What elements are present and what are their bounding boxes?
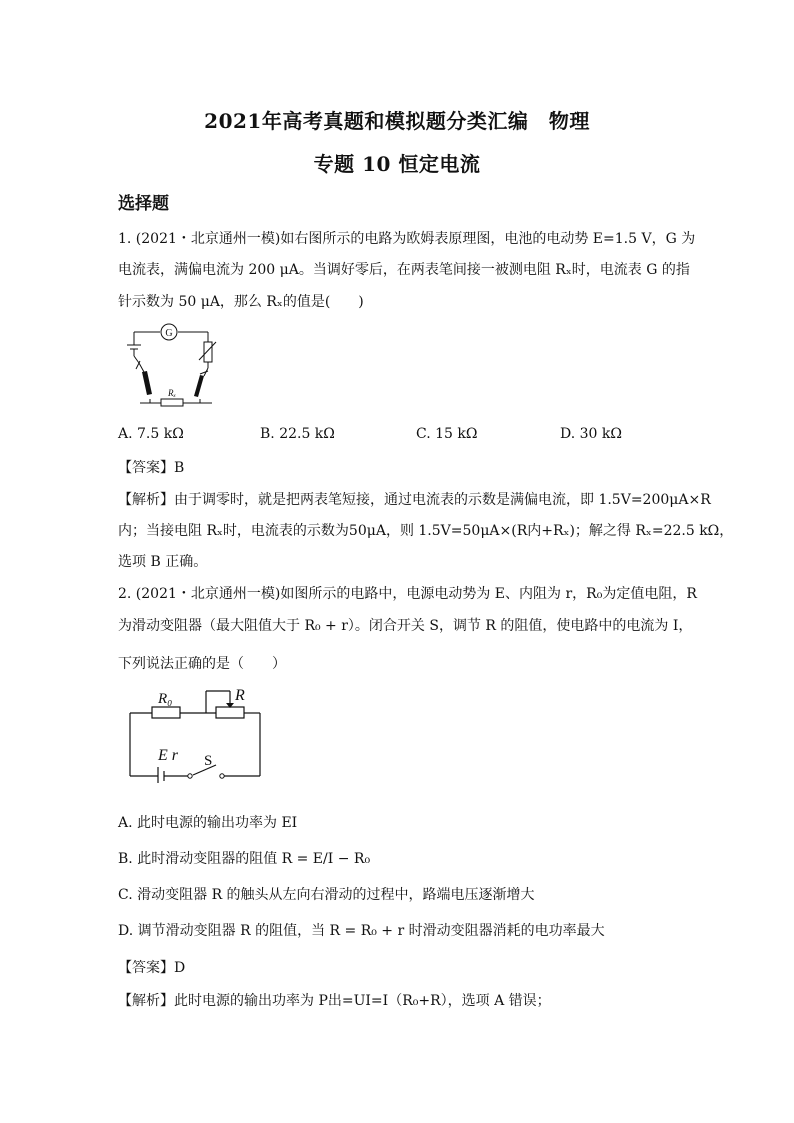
switch-label: S <box>204 753 213 769</box>
document-subtitle: 专题 10 恒定电流 <box>313 152 481 176</box>
q2-circuit-diagram <box>118 683 266 783</box>
q1-line-2: 电流表，满偏电流为 200 μA。当调好零后，在两表笔间接一被测电阻 Rₓ时，电流表 G 的指 <box>118 262 690 278</box>
r-label: R <box>235 687 245 704</box>
rx-label: Rₓ <box>167 388 177 398</box>
q2-option-d: D. 调节滑动变阻器 R 的阻值，当 R = R₀ + r 时滑动变阻器消耗的电功率最大 <box>118 923 605 939</box>
q1-analysis-line-3: 选项 B 正确。 <box>118 554 208 570</box>
galvanometer-label: G <box>165 328 173 339</box>
q1-option-b: B. 22.5 kΩ <box>260 426 335 442</box>
r0-label: R₀ <box>158 691 173 707</box>
q1-option-c: C. 15 kΩ <box>416 426 478 442</box>
q1-analysis-line-2: 内；当接电阻 Rₓ时，电流表的示数为50μA，则 1.5V=50μA×(R内+Rₓ)；解之得 Rₓ=22.5 kΩ， <box>118 523 734 539</box>
q1-option-a: A. 7.5 kΩ <box>118 426 184 442</box>
q1-answer: 【答案】B <box>118 460 185 476</box>
document-title: 2021年高考真题和模拟题分类汇编 物理 <box>204 109 590 133</box>
q2-option-c: C. 滑动变阻器 R 的触头从左向右滑动的过程中，路端电压逐渐增大 <box>118 887 535 903</box>
q1-line-3: 针示数为 50 μA，那么 Rₓ的值是( ) <box>118 294 364 310</box>
q1-line-1: 1. (2021・北京通州一模)如右图所示的电路为欧姆表原理图，电池的电动势 E=1.5 V，G 为 <box>118 231 696 247</box>
section-heading: 选择题 <box>118 194 169 214</box>
q2-line-3: 下列说法正确的是（ ） <box>118 656 286 672</box>
q1-analysis-line-1: 【解析】由于调零时，就是把两表笔短接，通过电流表的示数是满偏电流，即 1.5V=200μA×R <box>118 492 711 508</box>
q1-option-d: D. 30 kΩ <box>560 426 622 442</box>
q2-answer: 【答案】D <box>118 960 186 976</box>
q1-ohmmeter-circuit-diagram <box>120 322 235 412</box>
q2-option-b: B. 此时滑动变阻器的阻值 R = E/I − R₀ <box>118 851 371 867</box>
q2-analysis-line-1: 【解析】此时电源的输出功率为 P出=UI=I（R₀+R），选项 A 错误； <box>118 993 551 1009</box>
q2-line-2: 为滑动变阻器（最大阻值大于 R₀ + r）。闭合开关 S，调节 R 的阻值，使电路中的电流为 I， <box>118 618 693 634</box>
source-label: E r <box>158 747 178 764</box>
q2-option-a: A. 此时电源的输出功率为 EI <box>118 815 298 831</box>
q2-line-1: 2. (2021・北京通州一模)如图所示的电路中，电源电动势为 E、内阻为 r，R₀为定值电阻，R <box>118 586 697 602</box>
